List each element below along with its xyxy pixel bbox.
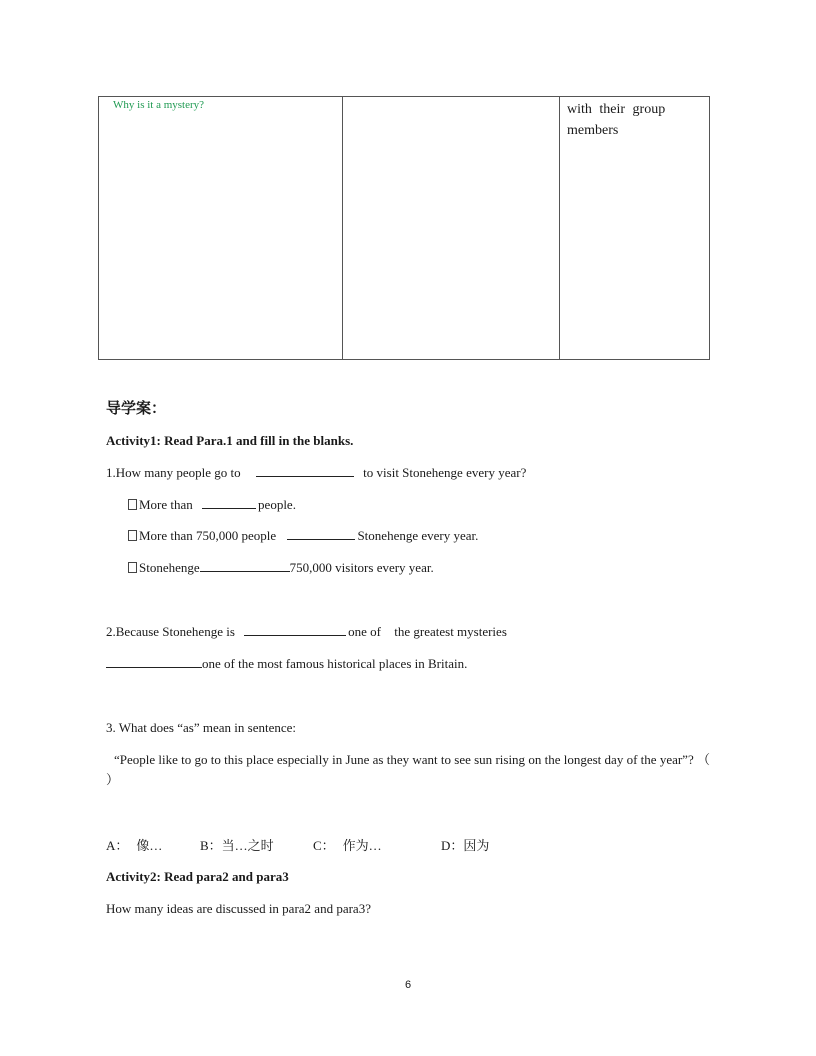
- q2-line2-text: one of the most famous historical places in Britain.: [202, 656, 468, 671]
- option-c-label: C：: [313, 838, 335, 853]
- q1-line-3-post: 750,000 visitors every year.: [289, 560, 434, 575]
- option-b-text: 当…之时: [221, 838, 274, 853]
- question-1: [106, 465, 526, 481]
- checkbox-icon: [128, 530, 137, 541]
- activity2-question: How many ideas are discussed in para2 and para3?: [106, 901, 371, 916]
- q1-line-2-pre: More than 750,000 people: [139, 528, 277, 543]
- q2-middle: one of: [348, 624, 381, 639]
- q2-suffix: the greatest mysteries: [394, 624, 507, 639]
- table-cell-empty: [343, 97, 560, 359]
- option-b-label: B：: [200, 838, 222, 853]
- q2-blank-1[interactable]: [244, 624, 346, 636]
- q1-prefix: 1.How many people go to: [106, 465, 241, 480]
- q1-line-1-blank[interactable]: [202, 497, 256, 509]
- option-d[interactable]: [441, 835, 489, 854]
- q1-line-3-blank[interactable]: [200, 560, 290, 572]
- option-a[interactable]: [106, 835, 162, 854]
- table-cell-question: [99, 97, 343, 359]
- option-d-text: 因为: [463, 838, 490, 853]
- question-2: [106, 624, 507, 640]
- option-c-text: 作为…: [342, 838, 382, 853]
- q1-line-2-post: Stonehenge every year.: [357, 528, 479, 543]
- q3-quote: “People like to go to this place especially in June as they want to see sun rising on the longest day of the year”? （ ）: [106, 752, 710, 787]
- group-note: with their group members: [567, 102, 666, 138]
- q1-line-1: [128, 497, 296, 513]
- section-title: 导学案：: [106, 399, 167, 417]
- question-3: 3. What does “as” mean in sentence:: [106, 720, 296, 735]
- option-a-label: A：: [106, 838, 129, 853]
- checkbox-icon: [128, 562, 137, 573]
- option-c[interactable]: [313, 835, 382, 854]
- option-a-text: 像…: [136, 838, 163, 853]
- q1-line-2: [128, 528, 478, 544]
- option-d-label: D：: [441, 838, 464, 853]
- table-cell-note: [560, 97, 709, 359]
- lesson-plan-table: [98, 96, 710, 360]
- q1-line-1-pre: More than: [139, 497, 193, 512]
- q2-prefix: 2.Because Stonehenge is: [106, 624, 235, 639]
- q2-blank-2[interactable]: [106, 656, 202, 668]
- q1-blank[interactable]: [256, 465, 354, 477]
- q1-line-3: [128, 560, 434, 576]
- activity1-title: Activity1: Read Para.1 and fill in the blanks.: [106, 433, 354, 448]
- q1-line-2-blank[interactable]: [287, 528, 355, 540]
- activity2-title: Activity2: Read para2 and para3: [106, 869, 289, 884]
- question-2-line-2: [106, 656, 467, 672]
- q1-line-3-pre: Stonehenge: [139, 560, 200, 575]
- option-b[interactable]: [200, 835, 274, 854]
- q1-suffix: to visit Stonehenge every year?: [363, 465, 527, 480]
- q1-line-1-post: people.: [258, 497, 296, 512]
- checkbox-icon: [128, 499, 137, 510]
- mystery-question: Why is it a mystery?: [113, 99, 205, 111]
- page-number: 6: [404, 979, 412, 991]
